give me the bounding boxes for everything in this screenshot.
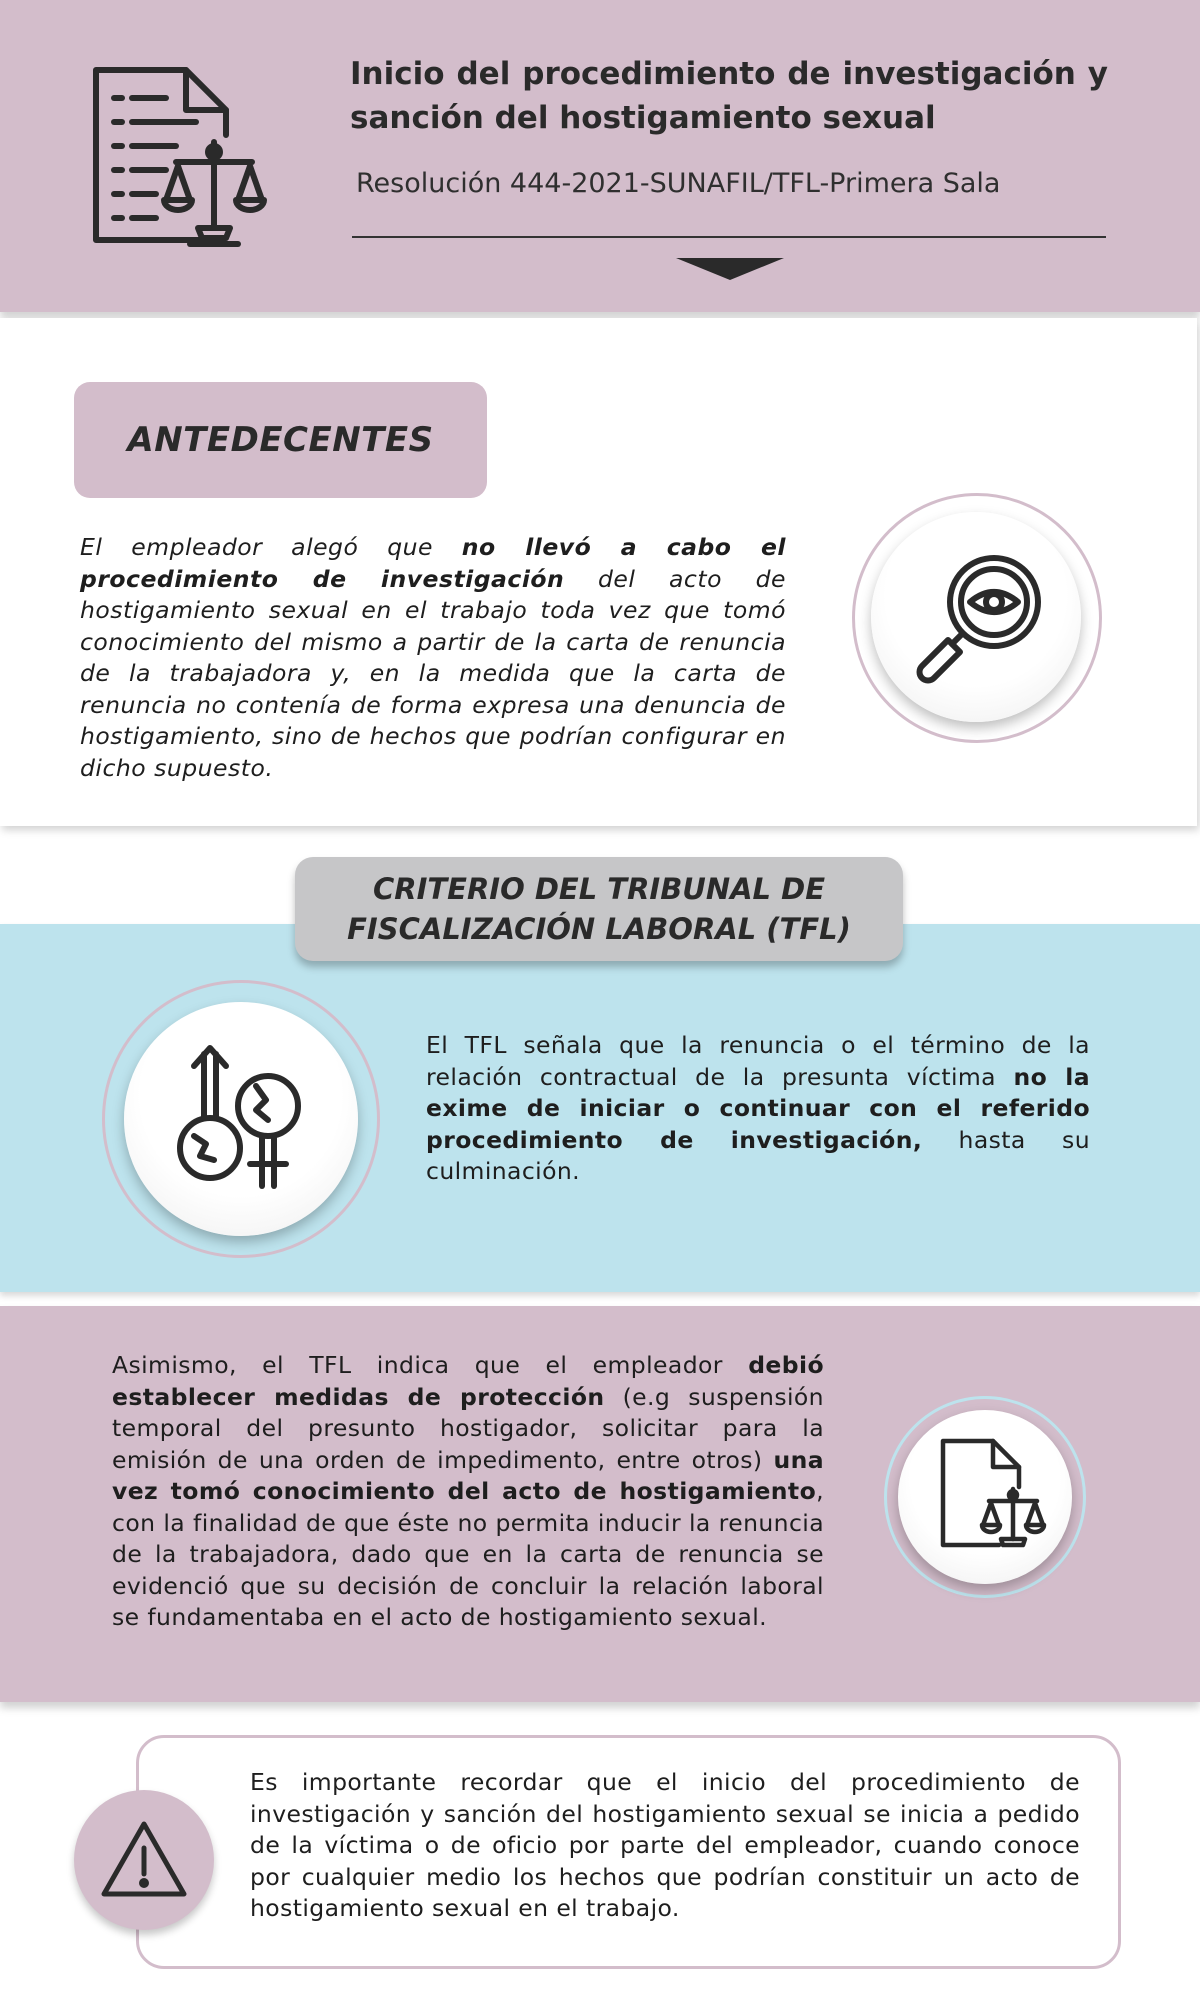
page-title-line-2: sanción del hostigamiento sexual xyxy=(350,100,936,136)
document-scale-icon xyxy=(935,1435,1055,1555)
page-title-line-1: Inicio del procedimiento de investigación y xyxy=(350,56,1108,92)
triangle-down-icon xyxy=(676,258,784,280)
asimismo-text-emphasis-1: debió establecer medidas de protección xyxy=(112,1351,824,1411)
asimismo-text-emphasis-2: una vez tomó conocimiento del acto de hostigamiento xyxy=(112,1445,824,1505)
asimismo-text-part-3: (e.g suspensión temporal del presunto hostigador, solicitar para la emisión de una orden de impedimento, entre otros) xyxy=(112,1382,824,1474)
header-divider xyxy=(352,236,1106,238)
asimismo-text-part-1: Asimismo, el TFL indica que el empleador xyxy=(112,1351,749,1379)
criterio-text xyxy=(426,1030,1090,1188)
criterio-text-emphasis: no la exime de iniciar o continuar con el referido procedimiento de investigación, xyxy=(426,1062,1090,1154)
document-scale-icon xyxy=(86,60,286,260)
asimismo-text-part-5: , con la finalidad de que éste no permita inducir la renuncia de la trabajadora, dado que en la carta de renuncia se evidenció que su decisión de concluir la relación laboral se fundamentaba en el acto de hostigamiento sexual. xyxy=(112,1477,824,1631)
criterio-text-rest: hasta su culminación. xyxy=(426,1125,1090,1185)
note-text: Es importante recordar que el inicio del procedimiento de investigación y sanción del hostigamiento sexual se inicia a pedido de la víctima o de oficio por parte del empleador, cuando conoce por cualquier medio los hechos que podrían constituir un acto de hostigamiento sexual en el trabajo. xyxy=(250,1768,1080,1922)
page-title xyxy=(350,52,1108,140)
asimismo-text xyxy=(112,1350,824,1634)
resolution-reference: Resolución 444-2021-SUNAFIL/TFL-Primera Sala xyxy=(356,168,1001,199)
criterio-heading-line-2: FISCALIZACIÓN LABORAL (TFL) xyxy=(347,912,851,946)
warning-icon xyxy=(100,1816,188,1904)
antecedentes-text-rest: del acto de hostigamiento sexual en el trabajo toda vez que tomó conocimiento del mismo a partir de la carta de renuncia de la trabajadora y, en la medida que la carta de renuncia no contenía de forma expresa una denuncia de hostigamiento, sino de hechos que podrían configurar en dicho supuesto. xyxy=(80,564,786,782)
antecedentes-text-intro: El empleador alegó que xyxy=(80,533,462,561)
magnifier-eye-icon xyxy=(896,540,1056,700)
criterio-heading-line-1: CRITERIO DEL TRIBUNAL DE xyxy=(372,872,826,906)
criterio-text-intro: El TFL señala que la renuncia o el término de la relación contractual de la presunta víctima xyxy=(426,1031,1090,1091)
criterio-heading xyxy=(295,857,903,961)
antecedentes-text xyxy=(80,532,786,784)
antecedentes-heading: ANTEDECENTES xyxy=(74,382,487,498)
antecedentes-text-emphasis: no llevó a cabo el procedimiento de investigación xyxy=(80,533,786,593)
broken-gender-icon xyxy=(164,1040,324,1200)
